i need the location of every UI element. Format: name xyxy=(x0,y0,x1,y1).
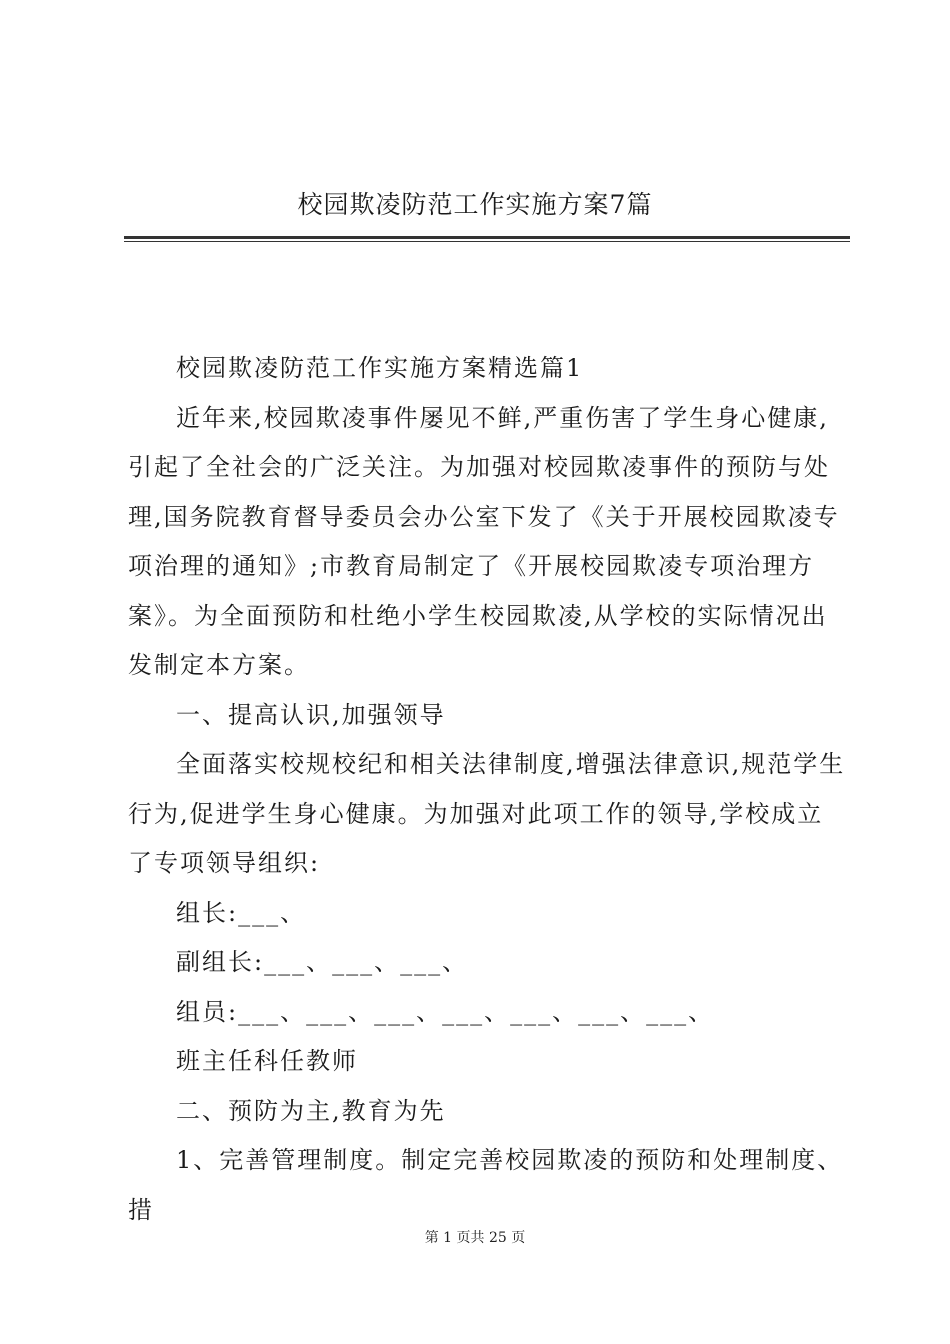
list-item: 组员:___、___、___、___、___、___、___、 xyxy=(176,997,715,1026)
section-heading: 校园欺凌防范工作实施方案精选篇1 xyxy=(176,354,584,382)
document-title: 校园欺凌防范工作实施方案7篇 xyxy=(297,190,653,219)
title-divider-thick xyxy=(124,236,850,239)
paragraph: 1、完善管理制度。制定完善校园欺凌的预防和处理制度、措 xyxy=(128,1146,844,1224)
paragraph: 全面落实校规校纪和相关法律制度,增强法律意识,规范学生行为,促进学生身心健康。为加强对此项工作的领导,学校成立了专项领导组织: xyxy=(128,750,846,877)
title-divider-thin xyxy=(124,241,850,242)
list-item: 班主任科任教师 xyxy=(176,1047,358,1075)
list-item: 副组长:___、___、___、 xyxy=(176,948,469,976)
subsection-heading: 一、提高认识,加强领导 xyxy=(176,700,446,729)
document-body xyxy=(128,344,848,1235)
page-footer xyxy=(0,1228,950,1248)
subsection-heading: 二、预防为主,教育为先 xyxy=(176,1096,446,1125)
page-number: 第 1 页共 25 页 xyxy=(424,1230,526,1246)
paragraph: 近年来,校园欺凌事件屡见不鲜,严重伤害了学生身心健康,引起了全社会的广泛关注。为加强对校园欺凌事件的预防与处理,国务院教育督导委员会办公室下发了《关于开展校园欺凌专项治理的通知》;市教育局制定了《开展校园欺凌专项治理方案》。为全面预防和杜绝小学生校园欺凌,从学校的实际情况出发制定本方案。 xyxy=(128,403,840,679)
list-item: 组长:___、 xyxy=(176,898,307,927)
